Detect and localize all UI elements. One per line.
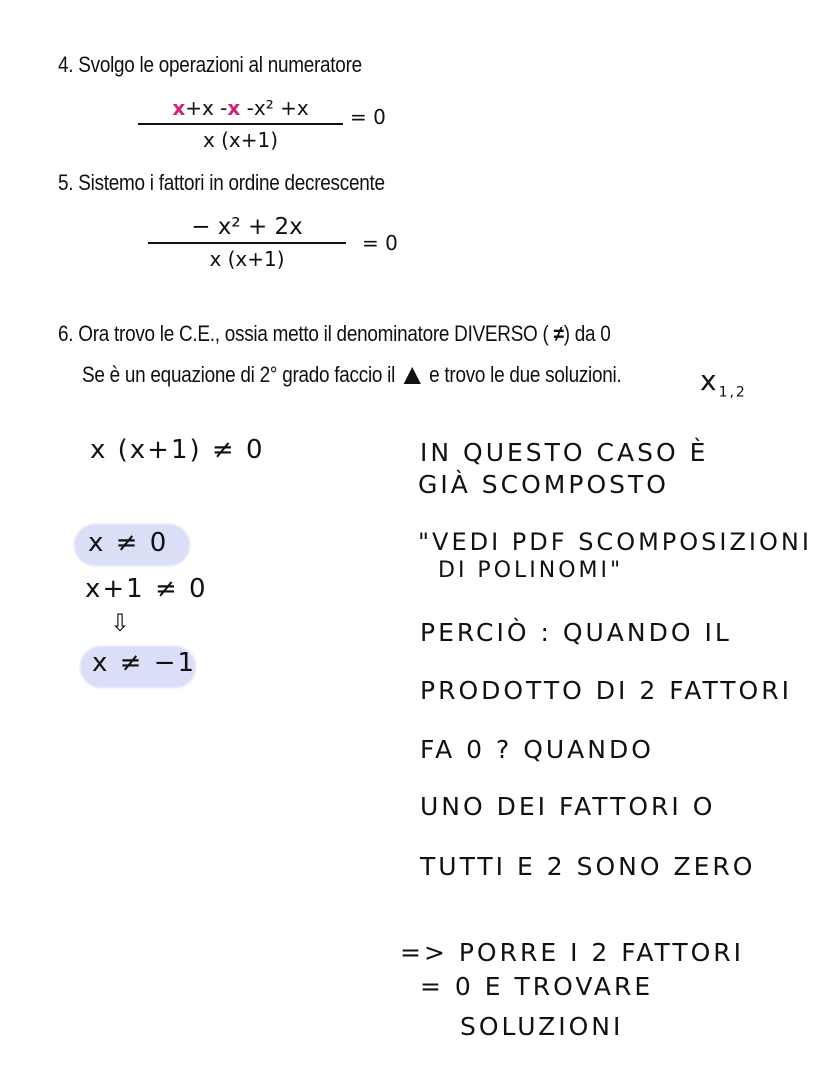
note-line: IN QUESTO CASO È (420, 438, 709, 467)
note-line: = 0 E TROVARE (420, 972, 654, 1001)
struck-term: x (227, 96, 241, 120)
equals-zero: = 0 (362, 231, 398, 255)
condition-line: x (x+1) ≠ 0 (90, 435, 265, 465)
numerator-part: -x² +x (240, 96, 309, 120)
fraction-numerator (138, 95, 343, 121)
fraction-numerator: − x² + 2x (191, 214, 303, 240)
fraction-step-5 (148, 214, 346, 272)
note-line: SOLUZIONI (460, 1012, 624, 1041)
note-line: UNO DEI FATTORI O (420, 792, 716, 821)
subline-text-end: e trovo le due soluzioni. (429, 362, 622, 387)
step-6-text: 6. Ora trovo le C.E., ossia metto il denominatore DIVERSO ( (58, 321, 549, 346)
note-line: PRODOTTO DI 2 FATTORI (420, 676, 792, 705)
not-equal-symbol: ≠ (553, 321, 564, 346)
fraction-bar (148, 242, 346, 244)
fraction-denominator: x (x+1) (209, 247, 285, 271)
note-line: "VEDI PDF SCOMPOSIZIONI (418, 528, 812, 556)
condition-solution-1: x ≠ 0 (88, 528, 169, 558)
step-4-heading: 4. Svolgo le operazioni al numeratore (58, 52, 362, 77)
fraction-step-4 (138, 95, 343, 153)
x12-sub: 1,2 (718, 384, 747, 401)
step-6-subline (82, 362, 621, 388)
struck-term: x (172, 96, 186, 120)
condition-solution-2: x ≠ −1 (92, 648, 197, 678)
note-line: TUTTI E 2 SONO ZERO (420, 852, 756, 881)
note-line: GIÀ SCOMPOSTO (418, 470, 669, 499)
step-6-heading (58, 321, 611, 347)
note-line: FA 0 ? QUANDO (420, 735, 654, 764)
down-arrow-icon: ⇩ (110, 609, 133, 637)
fraction-denominator: x (x+1) (202, 128, 279, 152)
x12-label (700, 364, 747, 401)
equals-zero: = 0 (350, 105, 386, 129)
note-line: DI POLINOMI" (438, 558, 624, 583)
note-line: => PORRE I 2 FATTORI (400, 938, 745, 967)
fraction-bar (138, 123, 343, 125)
x12-base: x (700, 364, 719, 397)
note-line: PERCIÒ : QUANDO IL (420, 618, 732, 647)
step-5-heading: 5. Sistemo i fattori in ordine decrescente (58, 170, 385, 195)
condition-line-2: x+1 ≠ 0 (85, 574, 208, 604)
numerator-part: +x - (185, 96, 228, 120)
step-6-text-end: ) da 0 (563, 321, 611, 346)
delta-icon (404, 367, 421, 384)
subline-text: Se è un equazione di 2° grado faccio il (82, 362, 396, 387)
